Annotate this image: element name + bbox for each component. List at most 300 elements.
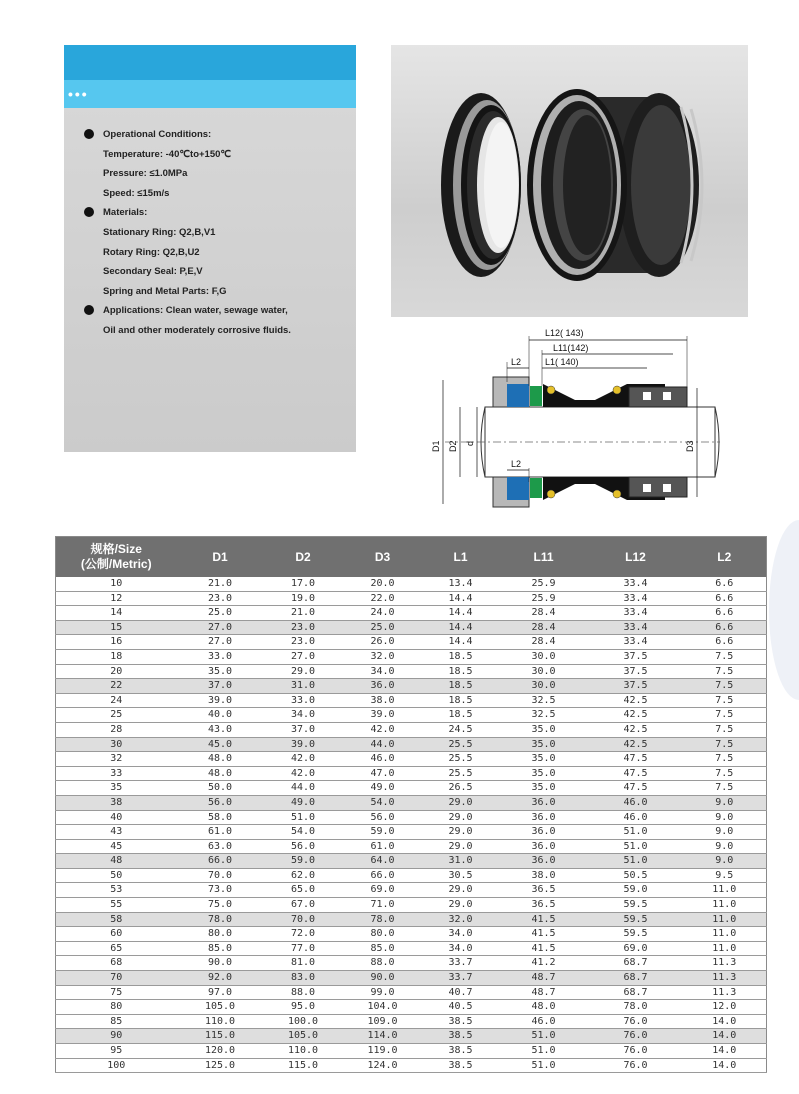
pressure-spec: Pressure: ≤1.0MPa: [103, 168, 188, 180]
table-cell: 68.7: [589, 971, 683, 986]
table-cell: 67.0: [264, 898, 343, 913]
table-row: [56, 854, 767, 869]
table-row: [56, 956, 767, 971]
table-cell: 27.0: [177, 635, 264, 650]
table-cell: 46.0: [343, 752, 423, 767]
stationary-ring-image: [441, 93, 521, 277]
table-cell: 59.0: [264, 854, 343, 869]
table-cell: 41.5: [499, 941, 589, 956]
table-cell: 49.0: [343, 781, 423, 796]
table-cell: 76.0: [589, 1029, 683, 1044]
table-cell: 110.0: [177, 1014, 264, 1029]
table-cell: 90: [56, 1029, 177, 1044]
table-cell: 28.4: [499, 635, 589, 650]
table-cell: 37.5: [589, 679, 683, 694]
table-cell: 14.4: [423, 591, 499, 606]
speed-spec: Speed: ≤15m/s: [103, 187, 170, 199]
table-cell: 7.5: [683, 766, 767, 781]
table-cell: 7.5: [683, 693, 767, 708]
table-row: [56, 664, 767, 679]
table-cell: 26.0: [343, 635, 423, 650]
header-l11: L11: [499, 537, 589, 578]
table-cell: 18.5: [423, 693, 499, 708]
table-cell: 23.0: [177, 591, 264, 606]
table-cell: 65: [56, 941, 177, 956]
table-cell: 30.5: [423, 868, 499, 883]
table-row: [56, 620, 767, 635]
table-cell: 90.0: [177, 956, 264, 971]
table-cell: 29.0: [423, 839, 499, 854]
table-cell: 42.0: [343, 722, 423, 737]
table-cell: 109.0: [343, 1014, 423, 1029]
table-cell: 7.5: [683, 679, 767, 694]
size-table-wrapper: [55, 536, 766, 1073]
table-cell: 42.0: [264, 752, 343, 767]
table-cell: 35.0: [499, 737, 589, 752]
table-cell: 33.4: [589, 606, 683, 621]
table-row: [56, 693, 767, 708]
table-cell: 55: [56, 898, 177, 913]
table-cell: 7.5: [683, 752, 767, 767]
table-cell: 33.7: [423, 971, 499, 986]
table-cell: 24: [56, 693, 177, 708]
table-cell: 95: [56, 1044, 177, 1059]
table-cell: 18.5: [423, 649, 499, 664]
table-cell: 100: [56, 1058, 177, 1073]
table-cell: 22: [56, 679, 177, 694]
table-cell: 49.0: [264, 795, 343, 810]
table-cell: 20.0: [343, 577, 423, 591]
table-cell: 13.4: [423, 577, 499, 591]
table-row: [56, 1014, 767, 1029]
table-row: [56, 679, 767, 694]
table-row: [56, 868, 767, 883]
table-row: [56, 766, 767, 781]
table-cell: 78.0: [343, 912, 423, 927]
table-cell: 37.5: [589, 664, 683, 679]
table-cell: 100.0: [264, 1014, 343, 1029]
table-cell: 48.7: [499, 985, 589, 1000]
table-cell: 36.5: [499, 883, 589, 898]
table-row: [56, 722, 767, 737]
table-cell: 29.0: [423, 883, 499, 898]
table-cell: 51.0: [499, 1058, 589, 1073]
table-cell: 33.4: [589, 591, 683, 606]
table-row: [56, 825, 767, 840]
d3-label: D3: [685, 440, 695, 452]
table-cell: 37.0: [177, 679, 264, 694]
table-cell: 27.0: [177, 620, 264, 635]
table-row: [56, 1058, 767, 1073]
table-cell: 48.7: [499, 971, 589, 986]
table-cell: 40.0: [177, 708, 264, 723]
table-cell: 56.0: [264, 839, 343, 854]
table-row: [56, 898, 767, 913]
table-cell: 43: [56, 825, 177, 840]
table-cell: 115.0: [264, 1058, 343, 1073]
table-cell: 29.0: [423, 898, 499, 913]
table-cell: 76.0: [589, 1058, 683, 1073]
table-cell: 6.6: [683, 635, 767, 650]
table-cell: 14.0: [683, 1058, 767, 1073]
specification-panel: [64, 45, 356, 452]
table-cell: 95.0: [264, 1000, 343, 1015]
table-cell: 80.0: [177, 927, 264, 942]
table-row: [56, 649, 767, 664]
table-cell: 23.0: [264, 635, 343, 650]
table-row: [56, 1029, 767, 1044]
table-cell: 51.0: [589, 854, 683, 869]
d-label: d: [465, 440, 475, 446]
table-cell: 9.0: [683, 810, 767, 825]
table-cell: 59.5: [589, 912, 683, 927]
table-cell: 35.0: [499, 752, 589, 767]
table-cell: 11.0: [683, 912, 767, 927]
table-cell: 62.0: [264, 868, 343, 883]
table-cell: 40: [56, 810, 177, 825]
table-cell: 28: [56, 722, 177, 737]
table-cell: 33.7: [423, 956, 499, 971]
table-cell: 44.0: [343, 737, 423, 752]
table-cell: 47.5: [589, 752, 683, 767]
table-cell: 70: [56, 971, 177, 986]
table-cell: 25.5: [423, 766, 499, 781]
table-cell: 38.5: [423, 1014, 499, 1029]
table-cell: 9.0: [683, 795, 767, 810]
table-cell: 42.5: [589, 708, 683, 723]
table-cell: 32: [56, 752, 177, 767]
table-cell: 11.3: [683, 956, 767, 971]
table-cell: 75.0: [177, 898, 264, 913]
header-l2: L2: [683, 537, 767, 578]
table-cell: 36.0: [499, 839, 589, 854]
table-cell: 25.5: [423, 752, 499, 767]
table-cell: 33.4: [589, 635, 683, 650]
spec-header-dots: •••: [64, 80, 356, 108]
table-cell: 35.0: [499, 766, 589, 781]
table-cell: 64.0: [343, 854, 423, 869]
table-cell: 99.0: [343, 985, 423, 1000]
table-cell: 10: [56, 577, 177, 591]
table-cell: 43.0: [177, 722, 264, 737]
table-cell: 20: [56, 664, 177, 679]
table-cell: 22.0: [343, 591, 423, 606]
table-cell: 26.5: [423, 781, 499, 796]
header-l12: L12: [589, 537, 683, 578]
table-cell: 33.4: [589, 620, 683, 635]
table-cell: 14.4: [423, 620, 499, 635]
table-cell: 32.5: [499, 693, 589, 708]
table-cell: 53: [56, 883, 177, 898]
table-cell: 32.0: [423, 912, 499, 927]
table-cell: 40.5: [423, 1000, 499, 1015]
table-row: [56, 810, 767, 825]
table-cell: 69.0: [343, 883, 423, 898]
table-cell: 33.4: [589, 577, 683, 591]
table-cell: 19.0: [264, 591, 343, 606]
table-cell: 14.0: [683, 1029, 767, 1044]
table-cell: 35: [56, 781, 177, 796]
table-cell: 50: [56, 868, 177, 883]
table-row: [56, 635, 767, 650]
table-cell: 7.5: [683, 708, 767, 723]
table-cell: 7.5: [683, 649, 767, 664]
table-cell: 25.5: [423, 737, 499, 752]
table-row: [56, 752, 767, 767]
table-cell: 78.0: [589, 1000, 683, 1015]
table-cell: 71.0: [343, 898, 423, 913]
table-cell: 88.0: [264, 985, 343, 1000]
table-cell: 7.5: [683, 722, 767, 737]
table-cell: 37.5: [589, 649, 683, 664]
table-cell: 24.0: [343, 606, 423, 621]
table-row: [56, 927, 767, 942]
table-cell: 105.0: [177, 1000, 264, 1015]
table-cell: 120.0: [177, 1044, 264, 1059]
table-cell: 12.0: [683, 1000, 767, 1015]
table-cell: 14.4: [423, 606, 499, 621]
table-row: [56, 839, 767, 854]
header-d1: D1: [177, 537, 264, 578]
table-cell: 48.0: [177, 752, 264, 767]
table-cell: 92.0: [177, 971, 264, 986]
table-cell: 7.5: [683, 664, 767, 679]
table-cell: 85.0: [177, 941, 264, 956]
spec-list: [79, 125, 349, 341]
table-cell: 29.0: [423, 795, 499, 810]
table-cell: 66.0: [343, 868, 423, 883]
table-cell: 11.0: [683, 898, 767, 913]
table-cell: 104.0: [343, 1000, 423, 1015]
table-cell: 32.5: [499, 708, 589, 723]
table-cell: 51.0: [264, 810, 343, 825]
table-cell: 114.0: [343, 1029, 423, 1044]
table-row: [56, 577, 767, 591]
table-cell: 30.0: [499, 649, 589, 664]
table-cell: 51.0: [589, 825, 683, 840]
table-row: [56, 737, 767, 752]
table-cell: 14.4: [423, 635, 499, 650]
table-cell: 68.7: [589, 956, 683, 971]
spring-metal-spec: Spring and Metal Parts: F,G: [103, 285, 227, 297]
table-cell: 18: [56, 649, 177, 664]
table-cell: 56.0: [343, 810, 423, 825]
table-cell: 35.0: [499, 722, 589, 737]
header-size-sub: (公制/Metric): [80, 557, 152, 571]
table-cell: 61.0: [343, 839, 423, 854]
size-table-body: [56, 577, 767, 1073]
l1-label: L1( 140): [545, 357, 579, 367]
table-cell: 61.0: [177, 825, 264, 840]
table-row: [56, 971, 767, 986]
table-cell: 51.0: [499, 1029, 589, 1044]
table-cell: 48: [56, 854, 177, 869]
table-cell: 54.0: [343, 795, 423, 810]
table-cell: 78.0: [177, 912, 264, 927]
table-cell: 76.0: [589, 1014, 683, 1029]
rotary-ring-spec: Rotary Ring: Q2,B,U2: [103, 246, 200, 258]
table-cell: 68.7: [589, 985, 683, 1000]
table-cell: 80.0: [343, 927, 423, 942]
table-cell: 15: [56, 620, 177, 635]
table-cell: 32.0: [343, 649, 423, 664]
table-cell: 14.0: [683, 1014, 767, 1029]
table-cell: 38: [56, 795, 177, 810]
header-d3: D3: [343, 537, 423, 578]
table-cell: 25.0: [343, 620, 423, 635]
applications-spec-cont: Oil and other moderately corrosive fluids.: [103, 324, 291, 336]
table-cell: 29.0: [423, 810, 499, 825]
table-cell: 59.0: [589, 883, 683, 898]
table-cell: 28.4: [499, 606, 589, 621]
table-row: [56, 781, 767, 796]
table-cell: 48.0: [177, 766, 264, 781]
operational-conditions-heading: Operational Conditions:: [79, 125, 349, 145]
table-cell: 38.5: [423, 1029, 499, 1044]
applications-spec: Applications: Clean water, sewage water,: [79, 301, 349, 321]
table-cell: 46.0: [589, 810, 683, 825]
table-cell: 36.0: [499, 854, 589, 869]
table-row: [56, 941, 767, 956]
table-cell: 9.5: [683, 868, 767, 883]
table-cell: 25: [56, 708, 177, 723]
table-cell: 25.0: [177, 606, 264, 621]
table-row: [56, 883, 767, 898]
table-cell: 24.5: [423, 722, 499, 737]
table-cell: 31.0: [423, 854, 499, 869]
table-cell: 70.0: [177, 868, 264, 883]
table-cell: 41.5: [499, 927, 589, 942]
table-cell: 63.0: [177, 839, 264, 854]
table-cell: 17.0: [264, 577, 343, 591]
d2-label: D2: [448, 440, 458, 452]
table-cell: 72.0: [264, 927, 343, 942]
table-cell: 41.2: [499, 956, 589, 971]
table-cell: 34.0: [343, 664, 423, 679]
size-table: [55, 536, 767, 1073]
table-cell: 21.0: [264, 606, 343, 621]
table-cell: 6.6: [683, 606, 767, 621]
table-cell: 11.3: [683, 971, 767, 986]
table-cell: 46.0: [589, 795, 683, 810]
table-cell: 50.0: [177, 781, 264, 796]
table-cell: 124.0: [343, 1058, 423, 1073]
table-cell: 14: [56, 606, 177, 621]
table-cell: 48.0: [499, 1000, 589, 1015]
table-cell: 50.5: [589, 868, 683, 883]
table-cell: 38.5: [423, 1058, 499, 1073]
table-cell: 6.6: [683, 620, 767, 635]
table-cell: 59.5: [589, 898, 683, 913]
table-cell: 12: [56, 591, 177, 606]
table-cell: 45.0: [177, 737, 264, 752]
table-cell: 105.0: [264, 1029, 343, 1044]
table-cell: 38.0: [499, 868, 589, 883]
table-cell: 80: [56, 1000, 177, 1015]
table-header-row: [56, 537, 767, 578]
table-cell: 73.0: [177, 883, 264, 898]
table-cell: 70.0: [264, 912, 343, 927]
l2-top-label: L2: [511, 357, 522, 367]
table-cell: 47.5: [589, 781, 683, 796]
dimension-diagram: [425, 322, 725, 522]
table-cell: 42.0: [264, 766, 343, 781]
table-cell: 39.0: [264, 737, 343, 752]
table-cell: 88.0: [343, 956, 423, 971]
table-cell: 18.5: [423, 708, 499, 723]
table-row: [56, 912, 767, 927]
materials-heading: Materials:: [79, 203, 349, 223]
table-cell: 25.9: [499, 577, 589, 591]
table-cell: 90.0: [343, 971, 423, 986]
header-size-label: 规格/Size: [90, 542, 142, 556]
table-cell: 35.0: [177, 664, 264, 679]
table-cell: 7.5: [683, 737, 767, 752]
table-cell: 47.5: [589, 766, 683, 781]
table-cell: 77.0: [264, 941, 343, 956]
table-cell: 38.0: [343, 693, 423, 708]
table-cell: 36.5: [499, 898, 589, 913]
table-cell: 42.5: [589, 737, 683, 752]
table-cell: 6.6: [683, 577, 767, 591]
table-cell: 18.5: [423, 664, 499, 679]
table-cell: 34.0: [264, 708, 343, 723]
table-row: [56, 606, 767, 621]
table-cell: 75: [56, 985, 177, 1000]
d1-label: D1: [431, 440, 441, 452]
table-cell: 33.0: [264, 693, 343, 708]
table-cell: 39.0: [177, 693, 264, 708]
table-cell: 38.5: [423, 1044, 499, 1059]
table-cell: 42.5: [589, 722, 683, 737]
table-cell: 110.0: [264, 1044, 343, 1059]
table-cell: 59.0: [343, 825, 423, 840]
table-cell: 54.0: [264, 825, 343, 840]
table-cell: 11.3: [683, 985, 767, 1000]
secondary-seal-spec: Secondary Seal: P,E,V: [103, 266, 203, 278]
table-cell: 18.5: [423, 679, 499, 694]
table-cell: 35.0: [499, 781, 589, 796]
table-cell: 36.0: [343, 679, 423, 694]
table-cell: 42.5: [589, 693, 683, 708]
table-cell: 30.0: [499, 679, 589, 694]
table-cell: 36.0: [499, 810, 589, 825]
header-size: [56, 537, 177, 578]
table-cell: 11.0: [683, 883, 767, 898]
table-cell: 69.0: [589, 941, 683, 956]
table-cell: 83.0: [264, 971, 343, 986]
table-cell: 41.5: [499, 912, 589, 927]
seal-photo-illustration: [391, 45, 748, 317]
table-cell: 39.0: [343, 708, 423, 723]
table-cell: 25.9: [499, 591, 589, 606]
table-cell: 58: [56, 912, 177, 927]
table-cell: 97.0: [177, 985, 264, 1000]
table-cell: 81.0: [264, 956, 343, 971]
table-cell: 11.0: [683, 927, 767, 942]
table-cell: 30.0: [499, 664, 589, 679]
table-cell: 85.0: [343, 941, 423, 956]
table-cell: 9.0: [683, 839, 767, 854]
table-cell: 66.0: [177, 854, 264, 869]
table-cell: 27.0: [264, 649, 343, 664]
table-cell: 58.0: [177, 810, 264, 825]
temperature-spec: Temperature: -40℃to+150℃: [103, 148, 232, 160]
table-cell: 14.0: [683, 1044, 767, 1059]
table-cell: 11.0: [683, 941, 767, 956]
table-cell: 47.0: [343, 766, 423, 781]
table-cell: 33.0: [177, 649, 264, 664]
